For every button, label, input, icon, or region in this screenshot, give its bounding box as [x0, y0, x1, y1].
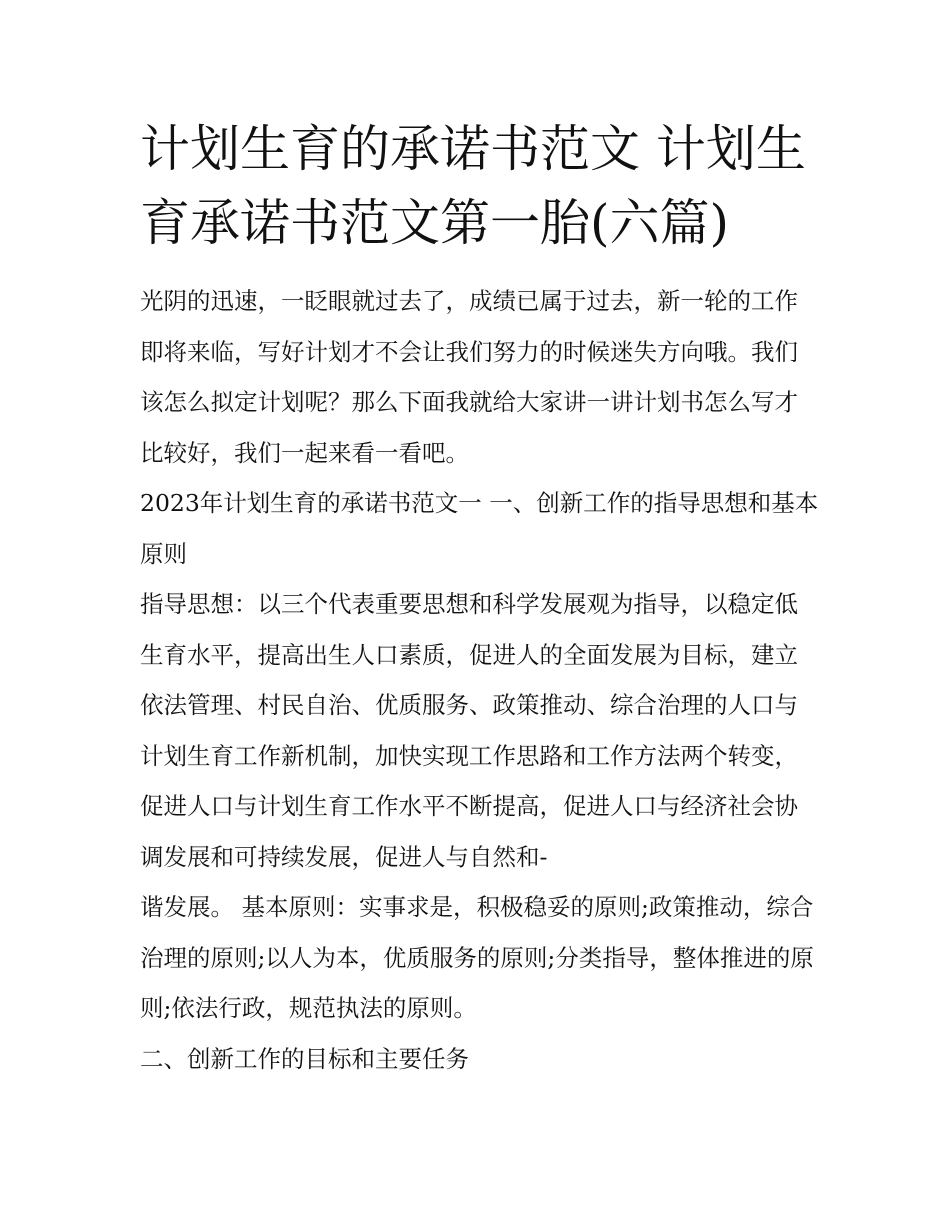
document-body [140, 276, 820, 1084]
paragraph-section-heading-2: 二、创新工作的目标和主要任务 [140, 1044, 469, 1073]
paragraph-intro: 光阴的迅速，一眨眼就过去了，成绩已属于过去，新一轮的工作即将来临，写好计划才不会让我们努力的时候迷失方向哦。我们该怎么拟定计划呢？那么下面我就给大家讲一讲计划书怎么写才比较好，我们一起来看一看吧。 [140, 287, 798, 467]
paragraph-basic-principles: 谐发展。 基本原则：实事求是，积极稳妥的原则;政策推动，综合治理的原则;以人为本，优质服务的原则;分类指导，整体推进的原则;依法行政，规范执法的原则。 [140, 893, 814, 1022]
paragraph-section-heading-1: 2023年计划生育的承诺书范文一 一、创新工作的指导思想和基本原则 [140, 489, 819, 568]
paragraph-guiding-ideology: 指导思想：以三个代表重要思想和科学发展观为指导，以稳定低生育水平，提高出生人口素质，促进人的全面发展为目标，建立依法管理、村民自治、优质服务、政策推动、综合治理的人口与计划生育工作新机制，加快实现工作思路和工作方法两个转变，促进人口与计划生育工作水平不断提高，促进人口与经济社会协调发展和可持续发展，促进人与自然和- [140, 590, 798, 871]
document-title: 计划生育的承诺书范文 计划生育承诺书范文第一胎(六篇) [140, 120, 806, 252]
